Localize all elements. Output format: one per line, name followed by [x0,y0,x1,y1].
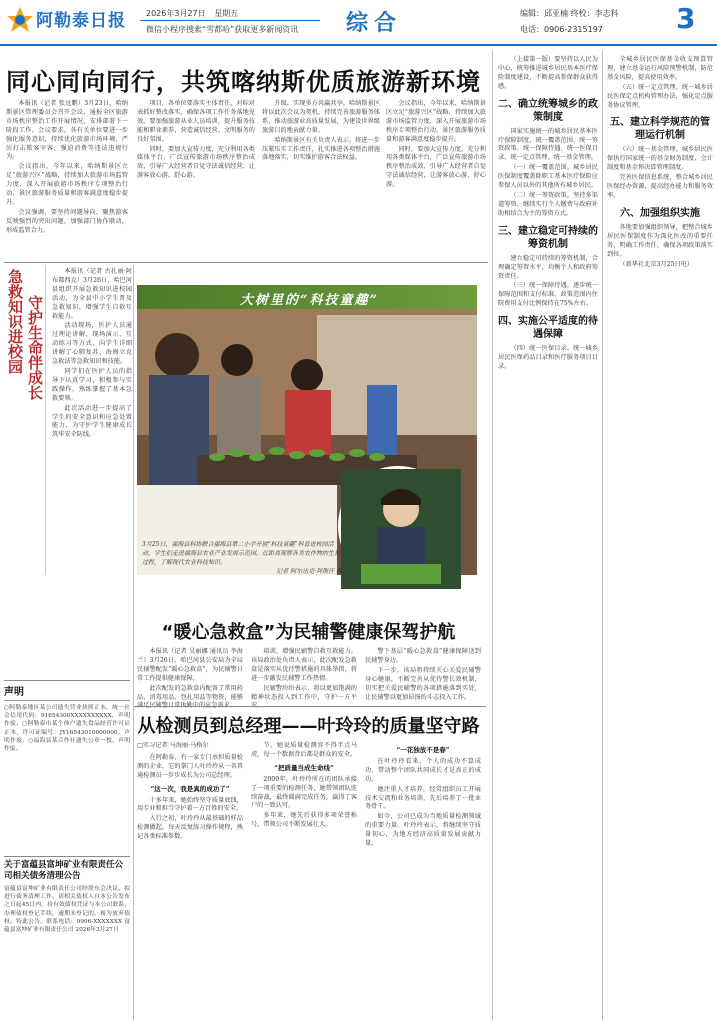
lead-headline: 同心同向同行，共筑喀纳斯优质旅游新环境 [6,68,481,96]
paragraph: 同学们在医护人员的指导下认真学习，积极参与实践操作，熟练掌握了基本急救要领。 [52,367,132,402]
page-number: 3 [676,2,696,35]
paragraph: 培训，增强民辅警自救互救能力。该局政治处负责人表示，此次配发急救盒是落实从优待警措施的具体举措，将进一步激发民辅警工作热情。 [251,648,357,682]
paragraph: 本报讯（记者 张远鹏）3月23日，哈纳斯景区管理委员会召开会议，通报全区旅游市场秩序整治工作开展情况，安排部署下一阶段工作。会议要求，各有关单位要进一步强化服务意识，持续优化旅游市场环境，严厉打击欺客宰客、强迫消费等违法违规行为。 [6,100,128,161]
header-divider [0,44,717,46]
section-heading: 二、确立统筹城乡的政策制度 [498,98,598,123]
right-col-a [498,56,598,1018]
paragraph: 本报讯（记者 古扎丽·阿布都西克）3月26日，哈巴河县组织开展急救知识进校园活动，为全县中小学生普及急救知识，增强学生自救互救能力。 [52,268,132,320]
article2-col2 [251,648,357,704]
debt-notice-title: 关于富蕴县富坤矿业有限责任公司相关债务清理公告 [4,860,124,881]
divider [4,680,130,681]
paragraph: 会议指出，今年以来，哈纳斯景区立足“旅游兴区”战略，持续加大旅游市场监管力度，深入开展旅游市场秩序专项整治行动，景区旅游服务质量和游客满意度稳步提升。 [6,163,128,206]
notice-title: 声明 [4,683,130,701]
paragraph: 警下基层“暖心急救盒”健康保障送到民辅警身边。 [365,648,481,664]
paragraph: （二）统一筹资政策。坚持多渠道筹资，继续实行个人缴费与政府补助相结合为主的筹资方式。 [498,191,598,217]
notice-box [4,683,130,853]
article1-col3 [262,100,380,260]
paragraph: 民辅警纷纷表示，将以更加饱满的精神状态投入到工作中，守护一方平 [251,684,357,701]
newspaper-logo: 阿勒泰日报 [36,11,126,31]
section-title: 综合 [346,10,403,36]
divider [134,706,486,707]
child-with-seedlings-image [341,469,461,589]
article3-col2 [251,742,357,1017]
article3-col3 [365,742,481,1017]
debt-notice [4,860,130,1010]
paragraph: 她注重人才培养，经常组织员工开展技术交流和业务培训，先后培养了一批业务骨干。 [365,785,481,811]
header-rule [140,20,320,21]
paragraph: （四）统一医保目录。统一城乡居民医保药品目录和医疗服务项目目录。 [498,345,598,370]
paragraph: （一）统一覆盖范围。城乡居民医保制度覆盖除职工基本医疗保险应参保人员以外的其他所有城乡居民。 [498,164,598,190]
byline: □实习记者 马海丽·马格尔 [137,742,209,749]
paragraph: 在叶玲玲看来，个人的成功不算成功，带动整个团队共同成长才是真正的成功。 [365,757,481,783]
article1-col4 [386,100,486,260]
paragraph: 如今，公司已成为当地质量检测领域的重要力量。叶玲玲表示，将继续坚守质量初心，为地方经济高质量发展贡献力量。 [365,813,481,848]
masthead [0,0,717,50]
photo-credit: 记者 阿尔达克·拜斯汗 摄 [276,568,342,575]
phone-number: 电话：0906-2315197 [520,25,603,34]
column-separator [133,265,134,1020]
section-heading: 四、实施公平适度的待遇保障 [498,316,598,341]
logo-icon [6,6,34,34]
paragraph: 会议强调，要坚持问题导向，聚焦游客反映强烈的突出问题，加强部门协作联动，形成监管合力。 [6,208,128,234]
vertical-title-first: 急救知识进校园 [6,269,24,374]
paragraph: 此次活动进一步提高了学生的安全意识和应急处置能力，为守护学生健康成长筑牢安全防线。 [52,404,132,439]
right-col-b [607,56,713,1018]
paragraph: 十多年来，她始终坚守质量底线，用专业和担当守护着一方百姓的安全。 [137,796,243,813]
paragraph: 本报讯（记者 吴丽娜 通讯员 李海兰）3月26日，哈巴河县公安局为全局民辅警配发“暖心急救盒”，为民辅警日常工作提供健康保障。 [137,648,243,682]
article3-subhead: “把质量当成生命线” [274,763,334,772]
paragraph: 项目，各单位要落实主体责任，对标对表抓好整改落实，确保各项工作任务落地见效。要加强旅游从业人员培训，提升服务技能和职业素养，营造诚信经营、文明服务的良好氛围。 [137,100,255,143]
vertical-title-second: 守护生命伴成长 [26,295,44,400]
paragraph: （上接第一版）要坚持以人民为中心，统筹推进城乡居民基本医疗保险制度建设，不断提高参保群众获得感。 [498,56,598,90]
editor-credit: 编辑：邱亚楠 终校：李志科 [520,9,619,18]
vertical-headline-box [2,265,46,575]
paragraph: （新华社北京3月25日电） [619,260,694,268]
feature-body [52,268,132,578]
notice-body: ○阿勒泰地区某公司遗失营业执照正本，统一社会信用代码：91654300XXXXXXXXXX，声明作废。○阿勒泰市某个体户遗失食品经营许可证正本，许可证编号：JY16543010000000，声明作废。○福海县某合作社遗失公章一枚，声明作废。 [4,705,130,753]
caption-text: 3月25日，福海县科协联合福海县第二小学开展“科技童趣”科普进校园活动，学生们走进福海县农业产业发展示范园，近距离观察各类农作物的生长过程，了解现代农业科技知识。 [142,541,341,566]
photo-caption [142,540,342,576]
paragraph: （六）统一基金管理。城乡居民医保执行国家统一的基金财务制度、会计制度和基金预决算管理制度。 [607,146,713,172]
paragraph: （三）统一保障待遇。逐步统一保障范围和支付标准，政策范围内住院费用支付比例保持在75%左右。 [498,282,598,308]
paragraph: 在阿勒泰，有一家专门承担质量检测的企业，它的掌门人叶玲玲从一名普通检测员一步步成长为公司总经理。 [137,753,243,779]
child-portrait-inset [338,466,458,586]
section-heading: 三、建立稳定可持续的筹资机制 [498,225,598,250]
paragraph: 完善医保信息系统，整合城乡居民医保经办资源，提高经办能力和服务效率。 [607,174,713,199]
debt-notice-body: 富蕴县富坤矿业有限责任公司经股东会决议，拟进行债务清理工作。请相关债权人自本公告发布之日起45日内，持有效债权凭证与本公司联系，办理债权登记手续。逾期未登记的，视为放弃债权。特此公告。联系电话：0906-XXXXXXX 富蕴县富坤矿业有限责任公司 2026年3月27日 [4,886,130,934]
article3-subhead: “一花独放不是春” [396,746,450,754]
paragraph: 同时，要加大宣传力度，充分利用各类媒体平台，广泛宣传旅游市场秩序整治成效，引导广大经营者自觉守法诚信经营，让游客放心游、舒心游。 [386,145,486,189]
issue-date [146,8,244,19]
paragraph: 建立稳定可持续的筹资机制，合理确定筹资水平，均衡个人和政府筹资责任。 [498,254,598,280]
paragraph: 入行之初，叶玲玲从最基础的样品检测做起，每天反复练习操作规程，熟记各类标准参数。 [137,815,243,841]
column-separator [492,50,493,1020]
date: 2026年3月27日 [146,9,206,18]
paragraph: 同时，要加大宣传力度，充分利用各类媒体平台，广泛宣传旅游市场秩序整治成效，引导广大经营者自觉守法诚信经营，让游客放心游、舒心游。 [137,145,255,180]
article1-col1 [6,100,128,260]
article3-headline: 从检测员到总经理——叶玲玲的质量坚守路 [137,716,480,737]
section-heading: 五、建立科学规范的管理运行机制 [610,117,710,142]
divider [4,262,488,263]
mini-program-note: 微信小程序搜索“雪都哈”获取更多新闻资讯 [146,25,299,34]
paragraph: 升级，实现多方共赢共享。哈纳斯景区将以此次会议为契机，持续完善旅游服务体系，推动旅游业高质量发展，为建设世界级旅游目的地贡献力量。 [262,100,380,134]
article2-col3 [365,648,481,704]
paragraph: 各地要加强组织领导，把整合城乡居民医保制度作为深化医改的重要任务，明确工作责任，确保各项政策落实到位。 [607,223,713,258]
divider [4,856,130,857]
paragraph: 节，她说质量检测容不得半点马虎，每一个数据背后都是群众的安全。 [251,742,357,758]
weekday: 星期五 [214,9,239,18]
photo-banner-title: 大树里的“科技童趣” [240,293,379,308]
paragraph: 多年来，她先后获得多项荣誉称号，带领公司不断发展壮大。 [251,812,357,829]
paragraph: 2009年，叶玲玲所在的团队承接了一项重要的检测任务，她带领团队连续奋战，最终圆满完成任务，赢得了客户的一致认可。 [251,775,357,810]
paragraph: 会议指出，今年以来，哈纳斯景区立足“旅游兴区”战略，持续加大旅游市场监管力度，深入开展旅游市场秩序专项整治行动，景区旅游服务质量和游客满意度稳步提升。 [386,100,486,143]
paragraph: 哈纳斯景区有关负责人表示，将进一步压紧压实工作责任，扎实推进各项整治措施落地落实，切实维护游客合法权益。 [262,136,380,162]
paragraph: 全城乡居民医保基金收支预算管理，建立基金运行风险预警机制，防范基金风险，提高使用效率。 [607,56,713,81]
article2-col1 [137,648,243,704]
paragraph: 活动现场，医护人员通过理论讲解、现场演示、互动练习等方式，向学生详细讲解了心肺复苏、海姆立克急救法等急救知识和技能。 [52,322,132,366]
column-separator [602,50,603,1020]
paragraph: 此次配发的急救盒内配备了常用药品、消毒用品、包扎用品等物资，能够 [137,684,243,701]
article1-col2 [137,100,255,260]
section-heading: 六、加强组织实施 [620,207,700,219]
article2-headline: “暖心急救盒”为民辅警健康保驾护航 [161,622,456,643]
article3-col1 [137,742,243,1017]
paragraph: （五）统一定点管理。统一城乡居民医保定点机构管理办法，强化定点服务协议管理。 [607,83,713,109]
paragraph: 国家实施统一的城乡居民基本医疗保险制度，统一覆盖范围、统一筹资政策、统一保障待遇、统一医保目录、统一定点管理、统一基金管理。 [498,127,598,162]
paragraph: 下一步，该局将持续关心关爱民辅警身心健康，不断完善从优待警长效机制，切实把关爱民辅警的各项措施落到实处，让民辅警以更加昂扬的斗志投入工作。 [365,666,481,701]
article3-subhead: “这一次，我是真的成功了” [150,784,230,793]
